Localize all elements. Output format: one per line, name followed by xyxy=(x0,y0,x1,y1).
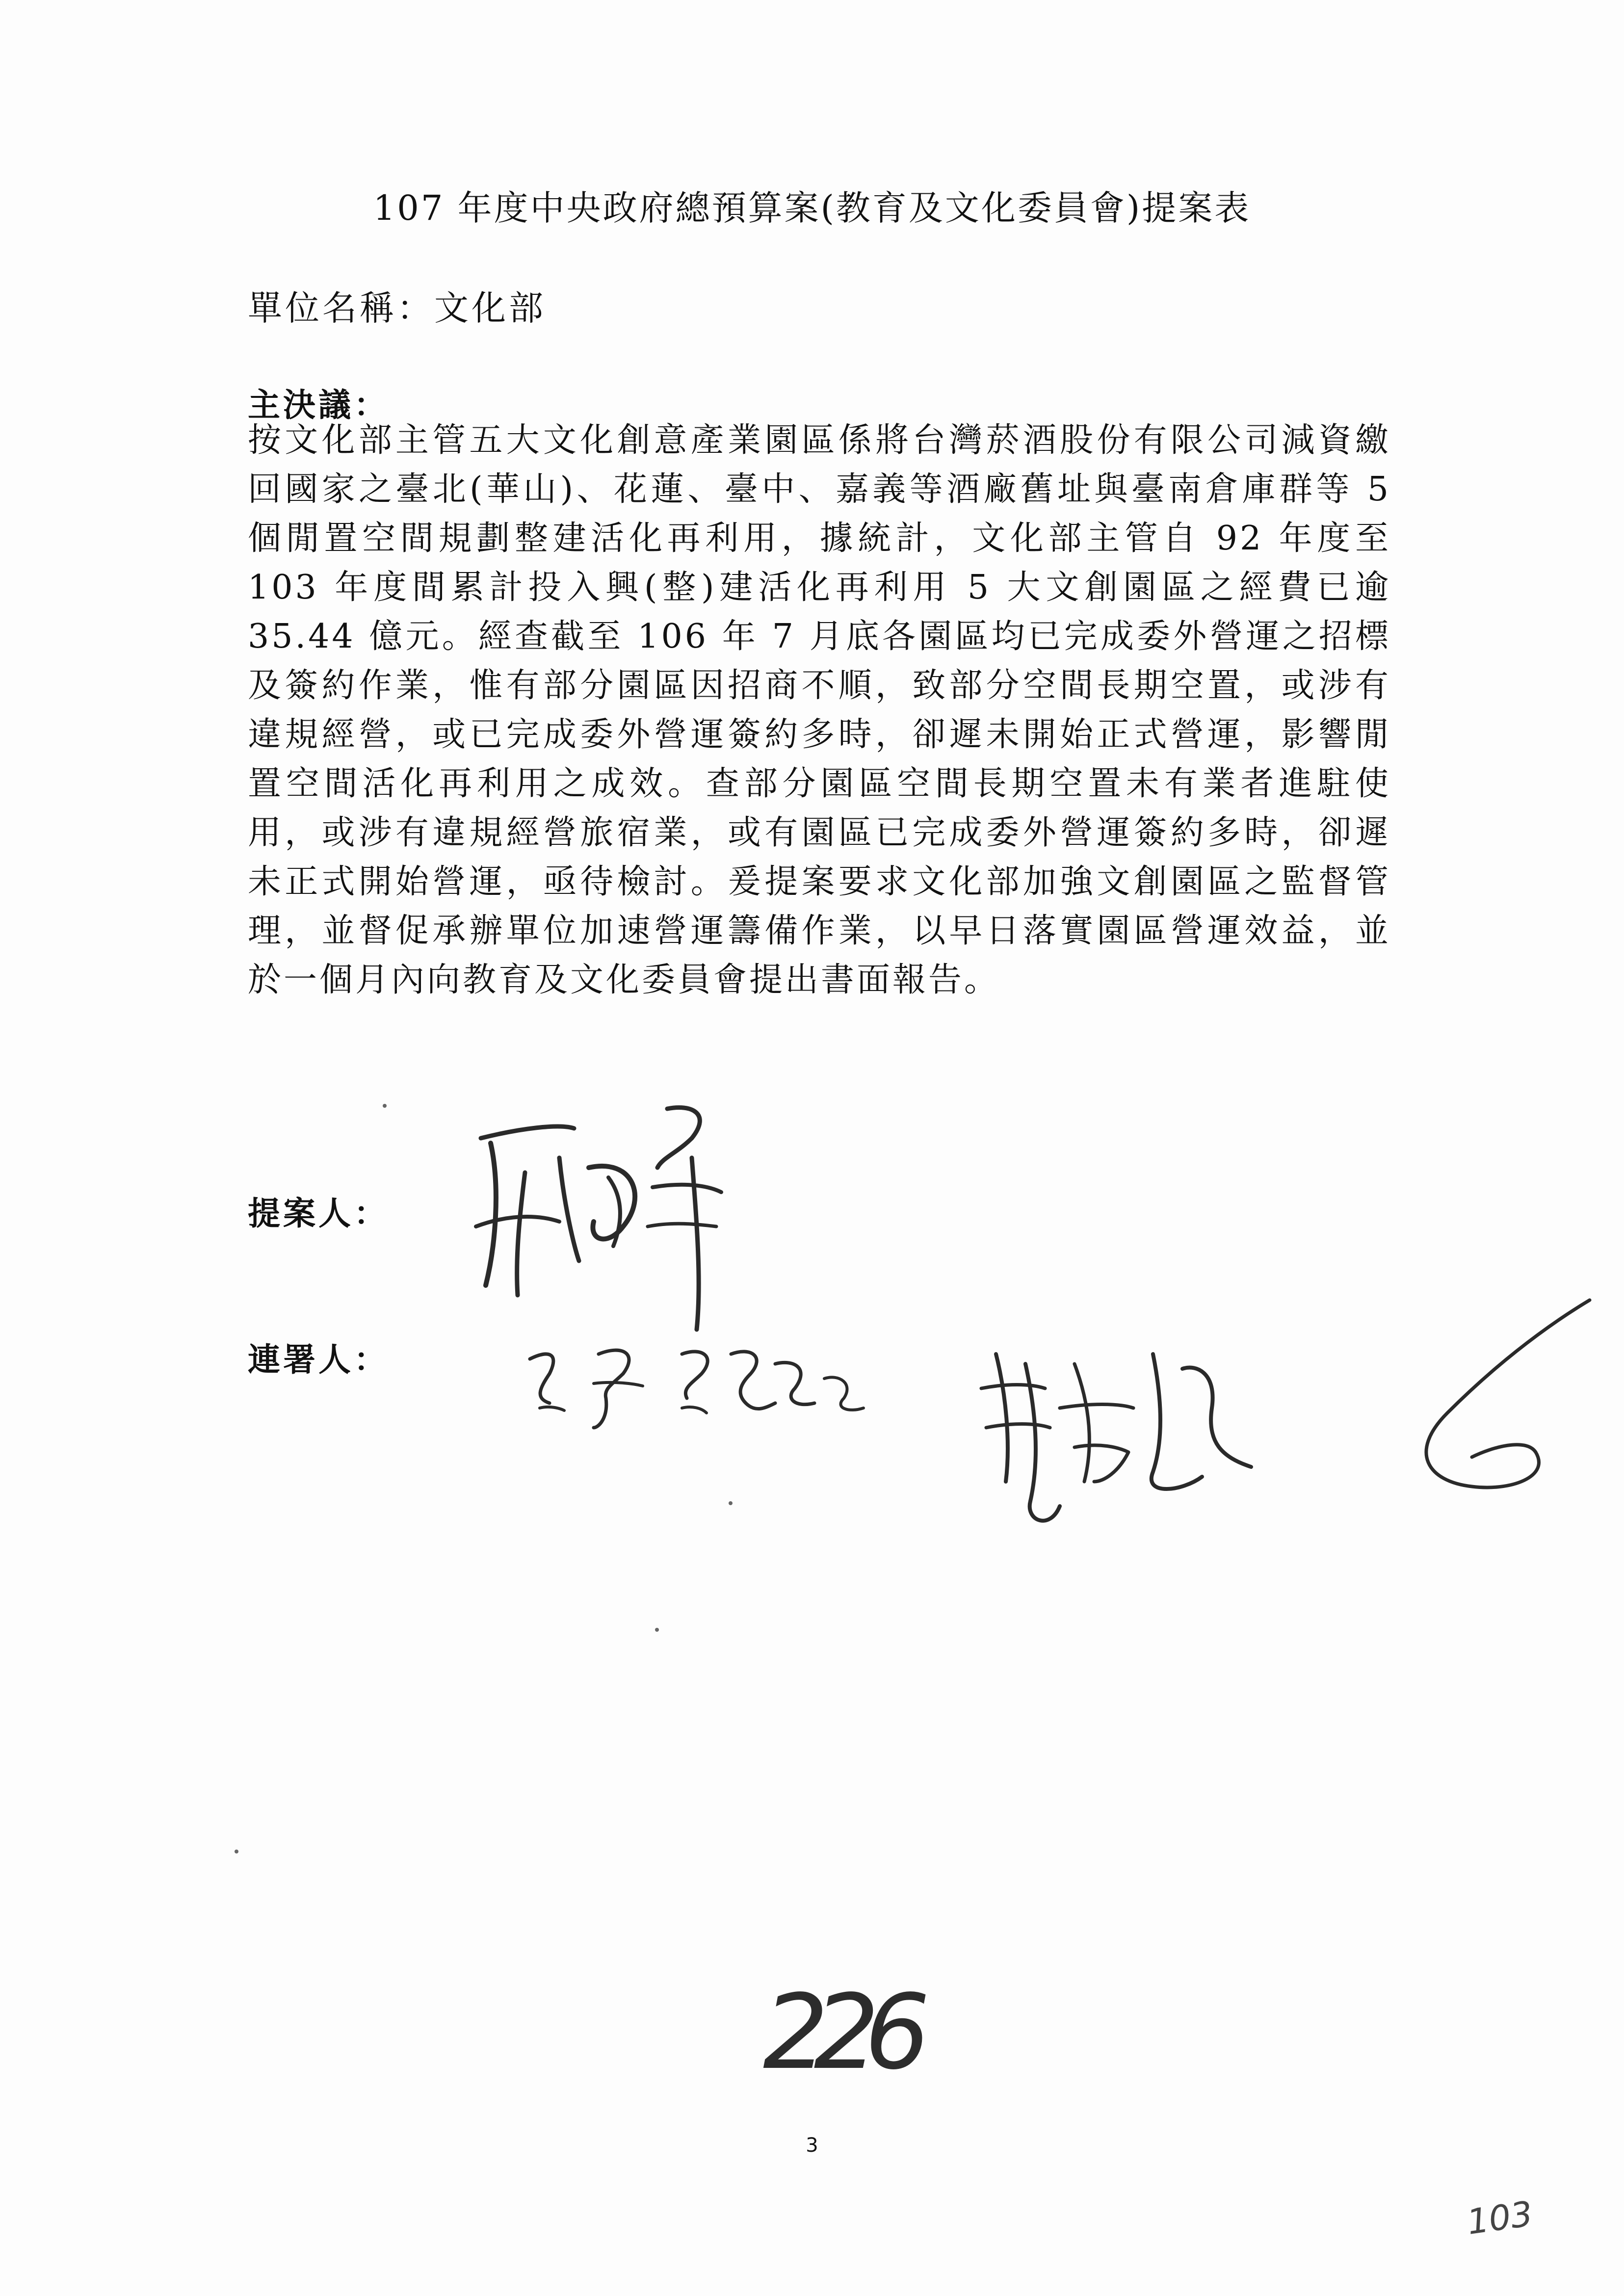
speck xyxy=(235,1850,238,1853)
unit-name: 單位名稱：文化部 xyxy=(248,288,546,328)
cosigner-signature-1 xyxy=(520,1334,883,1433)
cosigner-signature-2 xyxy=(976,1334,1281,1560)
main-resolution-text: 按文化部主管五大文化創意產業園區係將台灣菸酒股份有限公司減資繳回國家之臺北(華山)、花蓮、臺中、嘉義等酒廠舊址與臺南倉庫群等 5 個閒置空間規劃整建活化再利用，據統計，文化部主管自 92 年度至 103 年度間累計投入興(整)建活化再利用 5 大文創園區之經費已逾 35.44 億元。經查截至 106 年 7 月底各園區均已完成委外營運之招標及簽約作業，惟有部分園區因招商不順，致部分空間長期空置，或涉有違規經營，或已完成委外營運簽約多時，卻遲未開始正式營運，影響閒置空間活化再利用之成效。查部分園區空間長期空置未有業者進駐使用，或涉有違規經營旅宿業，或有園區已完成委外營運簽約多時，卻遲未正式開始營運，亟待檢討。爰提案要求文化部加強文創園區之監督管理，並督促承辦單位加速營運籌備作業，以早日落實園區營運效益，並於一個月內向教育及文化委員會提出書面報告。 xyxy=(248,421,1391,999)
speck xyxy=(655,1628,659,1632)
cosigner-label: 連署人： xyxy=(248,1341,389,1379)
speck xyxy=(729,1501,733,1505)
document-title: 107 年度中央政府總預算案(教育及文化委員會)提案表 xyxy=(373,188,1251,228)
speck xyxy=(383,1104,387,1108)
handwritten-corner-number: 103 xyxy=(1464,2193,1535,2243)
page-number: 3 xyxy=(806,2134,818,2157)
proposer-label: 提案人： xyxy=(248,1195,389,1232)
main-resolution-heading: 主決議： xyxy=(248,386,389,424)
cosigner-signature-3 xyxy=(1364,1285,1619,1496)
proposer-signature xyxy=(461,1099,765,1334)
handwritten-stamp-number: 226 xyxy=(763,1972,916,2092)
